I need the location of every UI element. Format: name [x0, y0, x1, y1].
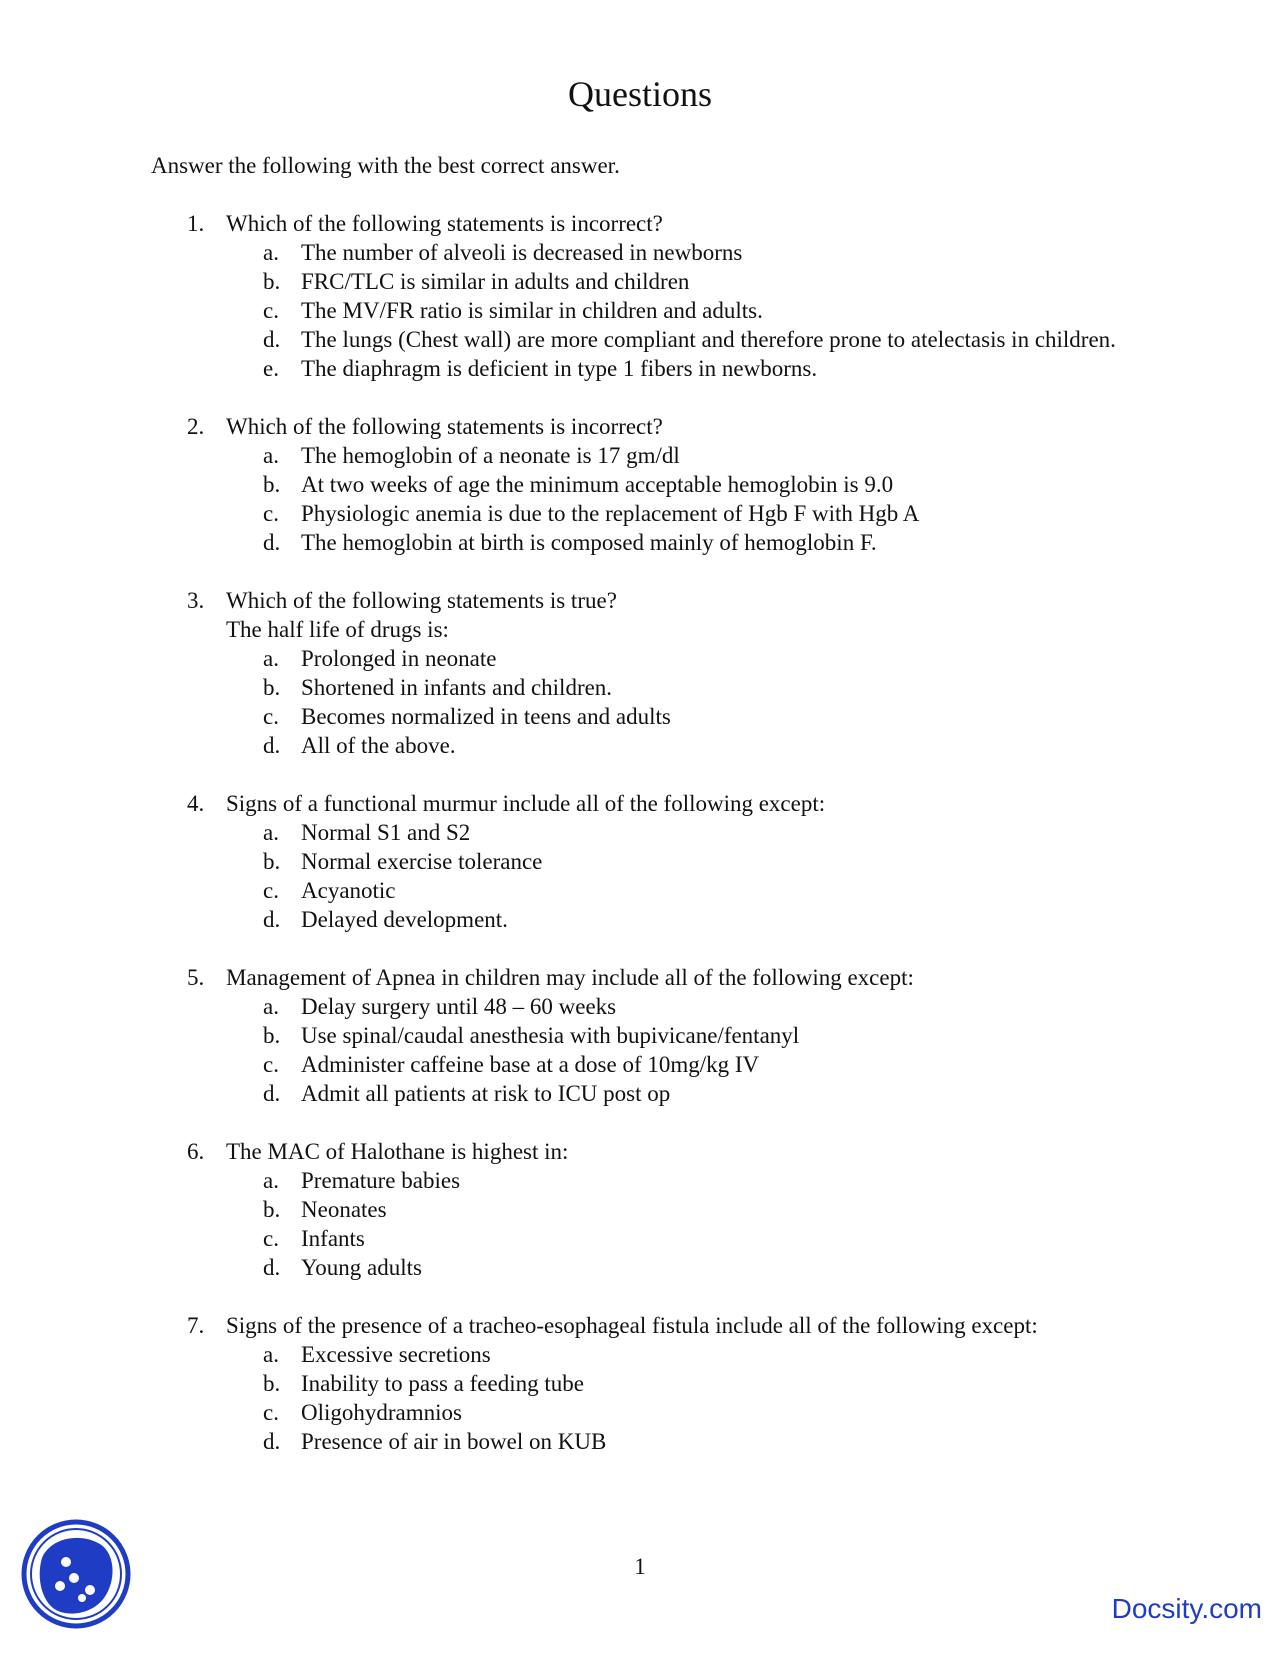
- option-text: Excessive secretions: [301, 1342, 491, 1367]
- question-subtext: The half life of drugs is:: [226, 617, 449, 642]
- option-item: [0, 1224, 1280, 1253]
- question-number: 1.: [187, 211, 205, 236]
- option-letter: b.: [263, 472, 281, 497]
- option-text: The hemoglobin at birth is composed mainly of hemoglobin F.: [301, 530, 877, 555]
- option-item: [0, 441, 1280, 470]
- option-text: Administer caffeine base at a dose of 10mg/kg IV: [301, 1052, 760, 1077]
- option-item: [0, 992, 1280, 1021]
- question-text: Which of the following statements is true?: [226, 588, 617, 613]
- option-text: Becomes normalized in teens and adults: [301, 704, 671, 729]
- docsity-logo-icon[interactable]: [20, 1518, 132, 1630]
- question-item: [0, 586, 1280, 760]
- option-list: [0, 818, 1280, 934]
- option-list: [0, 441, 1280, 557]
- question-text: Which of the following statements is incorrect?: [226, 211, 663, 236]
- question-text: Signs of a functional murmur include all of the following except:: [226, 791, 826, 816]
- option-letter: c.: [263, 298, 279, 323]
- option-text: Acyanotic: [301, 878, 396, 903]
- option-item: [0, 905, 1280, 934]
- option-text: Prolonged in neonate: [301, 646, 497, 671]
- option-item: [0, 1427, 1280, 1456]
- option-text: Young adults: [301, 1255, 422, 1280]
- option-item: [0, 1369, 1280, 1398]
- option-item: [0, 528, 1280, 557]
- option-letter: c.: [263, 878, 279, 903]
- question-number: 4.: [187, 791, 205, 816]
- question-row: [0, 209, 1280, 238]
- option-text: At two weeks of age the minimum acceptable hemoglobin is 9.0: [301, 472, 894, 497]
- option-letter: c.: [263, 1226, 279, 1251]
- option-list: [0, 644, 1280, 760]
- option-item: [0, 267, 1280, 296]
- option-item: [0, 470, 1280, 499]
- question-item: [0, 209, 1280, 383]
- option-text: Delayed development.: [301, 907, 508, 932]
- option-list: [0, 992, 1280, 1108]
- option-letter: e.: [263, 356, 279, 381]
- option-item: [0, 1195, 1280, 1224]
- option-letter: b.: [263, 1371, 281, 1396]
- option-letter: a.: [263, 240, 279, 265]
- instructions: Answer the following with the best correct answer.: [151, 153, 620, 178]
- option-letter: c.: [263, 704, 279, 729]
- question-item: [0, 789, 1280, 934]
- question-number: 6.: [187, 1139, 205, 1164]
- option-item: [0, 499, 1280, 528]
- option-item: [0, 354, 1280, 383]
- option-letter: d.: [263, 1255, 281, 1280]
- option-text: FRC/TLC is similar in adults and children: [301, 269, 690, 294]
- question-row: [0, 789, 1280, 818]
- option-text: Neonates: [301, 1197, 387, 1222]
- option-text: Physiologic anemia is due to the replacement of Hgb F with Hgb A: [301, 501, 920, 526]
- option-item: [0, 673, 1280, 702]
- option-item: [0, 1050, 1280, 1079]
- option-item: [0, 1340, 1280, 1369]
- option-text: Admit all patients at risk to ICU post op: [301, 1081, 671, 1106]
- option-letter: d.: [263, 1081, 281, 1106]
- option-letter: a.: [263, 646, 279, 671]
- option-text: All of the above.: [301, 733, 456, 758]
- question-item: [0, 1311, 1280, 1456]
- option-item: [0, 702, 1280, 731]
- option-list: [0, 238, 1280, 383]
- option-letter: b.: [263, 269, 281, 294]
- option-item: [0, 325, 1280, 354]
- option-letter: b.: [263, 849, 281, 874]
- question-row: [0, 1311, 1280, 1340]
- option-item: [0, 1166, 1280, 1195]
- option-letter: c.: [263, 501, 279, 526]
- option-item: [0, 731, 1280, 760]
- option-list: [0, 1166, 1280, 1282]
- question-number: 3.: [187, 588, 205, 613]
- option-letter: b.: [263, 1023, 281, 1048]
- question-text: Which of the following statements is incorrect?: [226, 414, 663, 439]
- option-text: Oligohydramnios: [301, 1400, 462, 1425]
- option-text: Delay surgery until 48 – 60 weeks: [301, 994, 617, 1019]
- question-row: [0, 963, 1280, 992]
- option-text: Normal exercise tolerance: [301, 849, 543, 874]
- option-letter: d.: [263, 733, 281, 758]
- option-item: [0, 847, 1280, 876]
- option-text: The hemoglobin of a neonate is 17 gm/dl: [301, 443, 680, 468]
- question-item: [0, 412, 1280, 557]
- option-item: [0, 1079, 1280, 1108]
- option-item: [0, 296, 1280, 325]
- question-row: [0, 412, 1280, 441]
- option-letter: a.: [263, 994, 279, 1019]
- brand-link[interactable]: Docsity.com: [1111, 1593, 1262, 1624]
- option-text: The MV/FR ratio is similar in children and adults.: [301, 298, 763, 323]
- option-letter: c.: [263, 1400, 279, 1425]
- option-item: [0, 1253, 1280, 1282]
- option-text: Premature babies: [301, 1168, 461, 1193]
- option-text: The lungs (Chest wall) are more compliant and therefore prone to atelectasis in children.: [301, 327, 1116, 352]
- page-title: Questions: [568, 74, 712, 114]
- option-text: Infants: [301, 1226, 365, 1251]
- option-text: Use spinal/caudal anesthesia with bupivicane/fentanyl: [301, 1023, 800, 1048]
- option-text: Inability to pass a feeding tube: [301, 1371, 584, 1396]
- question-number: 2.: [187, 414, 205, 439]
- option-item: [0, 644, 1280, 673]
- option-text: The diaphragm is deficient in type 1 fibers in newborns.: [301, 356, 818, 381]
- question-text: Signs of the presence of a tracheo-esophageal fistula include all of the following except:: [226, 1313, 1038, 1338]
- option-letter: d.: [263, 1429, 281, 1454]
- option-letter: a.: [263, 443, 279, 468]
- option-item: [0, 1398, 1280, 1427]
- option-list: [0, 1340, 1280, 1456]
- option-item: [0, 876, 1280, 905]
- question-number: 7.: [187, 1313, 205, 1338]
- option-item: [0, 238, 1280, 267]
- question-item: [0, 1137, 1280, 1282]
- option-item: [0, 818, 1280, 847]
- page-number: 1: [634, 1554, 646, 1579]
- option-letter: b.: [263, 675, 281, 700]
- option-letter: a.: [263, 820, 279, 845]
- option-text: Presence of air in bowel on KUB: [301, 1429, 607, 1454]
- question-row: [0, 1137, 1280, 1166]
- option-letter: d.: [263, 327, 281, 352]
- option-letter: a.: [263, 1342, 279, 1367]
- question-text: The MAC of Halothane is highest in:: [226, 1139, 569, 1164]
- question-list: [0, 209, 1280, 1485]
- option-letter: b.: [263, 1197, 281, 1222]
- option-letter: d.: [263, 907, 281, 932]
- question-text: Management of Apnea in children may include all of the following except:: [226, 965, 914, 990]
- option-letter: d.: [263, 530, 281, 555]
- question-row: [0, 586, 1280, 615]
- option-text: The number of alveoli is decreased in newborns: [301, 240, 743, 265]
- option-letter: c.: [263, 1052, 279, 1077]
- question-number: 5.: [187, 965, 205, 990]
- option-text: Normal S1 and S2: [301, 820, 471, 845]
- question-item: [0, 963, 1280, 1108]
- option-letter: a.: [263, 1168, 279, 1193]
- option-item: [0, 1021, 1280, 1050]
- option-text: Shortened in infants and children.: [301, 675, 613, 700]
